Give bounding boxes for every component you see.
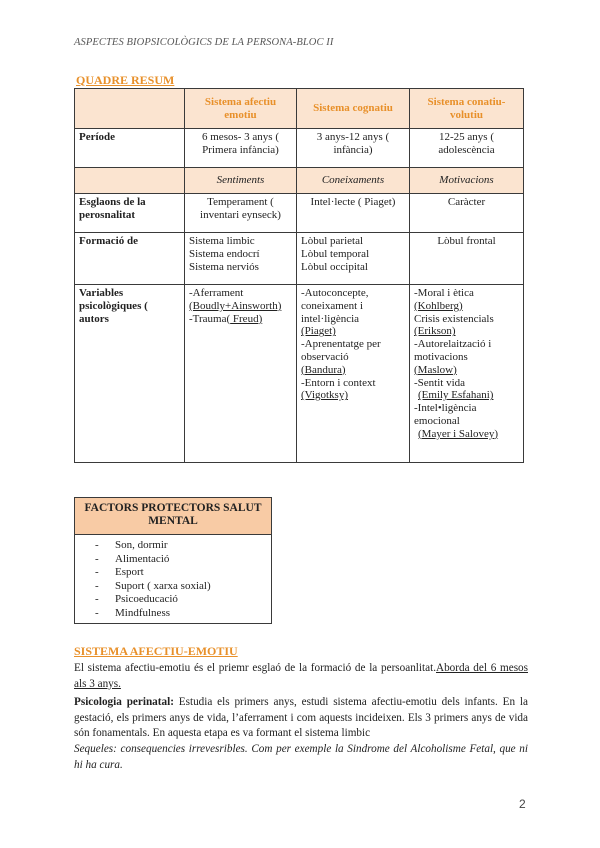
variable-line: -Aprenentatge per observació [301,338,381,363]
perinatal-label: Psicologia perinatal: [74,696,174,708]
author-ref: (Vigotksy) [301,389,349,402]
list-item: - Mindfulness [95,606,170,619]
cell-esglaons-conatiu: Caràcter [410,194,524,233]
variable-line: -Autorelaització i motivacions [414,338,492,363]
cell-esglaons-cognatiu: Intel·lecte ( Piaget) [297,194,410,233]
variable-line: -Moral i ètica [414,287,474,299]
factors-protectors-box [74,497,272,624]
sequeles-paragraph: Sequeles: consequencies irrevesribles. Com per exemple la Sindrome del Alcoholisme Fetal, que ni hi ha cura. [74,743,528,771]
variable-line: -Entorn i context [301,376,376,389]
formacio-line: Sistema limbic [189,235,255,247]
cell-formacio-afectiu [185,233,297,285]
cell-esglaons-afectiu: Temperament ( inventari eynseck) [185,194,297,233]
variable-line: -Sentit vida [414,376,466,389]
col-head-cognatiu: Sistema cognatiu [297,89,410,129]
intro-text: El sistema afectiu-emotiu és el priemr esglaó de la formació de la persoanlitat. [74,662,436,674]
subhead-coneixaments: Coneixaments [297,168,410,194]
row-label-formacio: Formació de [75,233,185,285]
author-ref: (Mayer i Salovey) [418,427,499,440]
author-ref: (Bandura) [301,363,346,376]
list-item: - Suport ( xarxa soxial) [95,579,211,592]
row-label-periode: Període [75,129,185,168]
col-head-conatiu: Sistema conatiu-volutiu [410,89,524,129]
author-ref: (Kohlberg) [414,299,463,312]
running-header: ASPECTES BIOPSICOLÒGICS DE LA PERSONA-BLOC II [74,37,334,48]
cell-variables-afectiu [185,285,297,463]
subhead-motivacions: Motivacions [410,168,524,194]
cell-variables-cognatiu [297,285,410,463]
variable-text: -Trauma( [189,312,231,325]
page-number: 2 [519,797,526,811]
cell-periode-conatiu: 12-25 anys ( adolescència [410,129,524,168]
formacio-line: Lòbul temporal [301,247,370,260]
formacio-line: Lòbul frontal [437,235,496,247]
author-ref: Freud) [230,312,263,325]
sistema-afectiu-title: SISTEMA AFECTIU-EMOTIU [74,644,238,658]
summary-table [74,88,524,463]
author-ref: (Erikson) [414,325,456,338]
formacio-line: Lòbul occipital [301,260,368,273]
variable-line [189,313,292,326]
variable-line: -Aferrament [189,287,244,299]
factors-title: FACTORS PROTECTORS SALUT MENTAL [75,498,271,535]
corner-cell [75,89,185,129]
quadre-resum-title: QUADRE RESUM [76,73,175,87]
variable-line: -Autoconcepte, coneixament i intel·ligència [301,287,369,325]
row-label-variables: Variables psicològiques ( autors [75,285,185,463]
author-ref: (Maslow) [414,363,457,376]
author-ref: (Boudly+Ainsworth) [189,299,282,312]
formacio-line: Sistema nerviós [189,260,259,273]
factors-list [75,539,271,621]
variable-line: -Intel•ligència emocional [414,402,477,427]
author-ref: (Emily Esfahani) [418,389,494,402]
cell-variables-conatiu [410,285,524,463]
col-head-afectiu: Sistema afectiu emotiu [185,89,297,129]
formacio-line: Lòbul parietal [301,235,364,247]
cell-formacio-conatiu [410,233,524,285]
perinatal-text: Estudia els primers anys, estudi sistema afectiu-emotiu dels infants. En la gestació, els primers anys de vida, l’aferrament i com aquests incideixen. Els 3 primers anys de vida són fonamentals. En aquesta etapa es va formant el sistema limbic [74,696,528,740]
list-item: - Esport [95,566,144,579]
formacio-line: Sistema endocrí [189,247,260,260]
list-item: - Son, dormir [95,539,168,551]
cell-formacio-cognatiu [297,233,410,285]
row-label-esglaons: Esglaons de la perosnalitat [75,194,185,233]
age-range-text: Aborda del 6 mesos als 3 anys. [74,662,528,690]
perinatal-paragraph [74,695,528,742]
list-item: - Alimentació [95,552,170,565]
author-ref: (Piaget) [301,325,336,338]
variable-line: Crisis existencials [414,312,494,325]
cell-periode-cognatiu: 3 anys-12 anys ( infància) [297,129,410,168]
list-item: - Psicoeducació [95,593,178,606]
subhead-sentiments: Sentiments [185,168,297,194]
intro-paragraph [74,661,528,692]
cell-periode-afectiu: 6 mesos- 3 anys ( Primera infància) [185,129,297,168]
subhead-blank [75,168,185,194]
